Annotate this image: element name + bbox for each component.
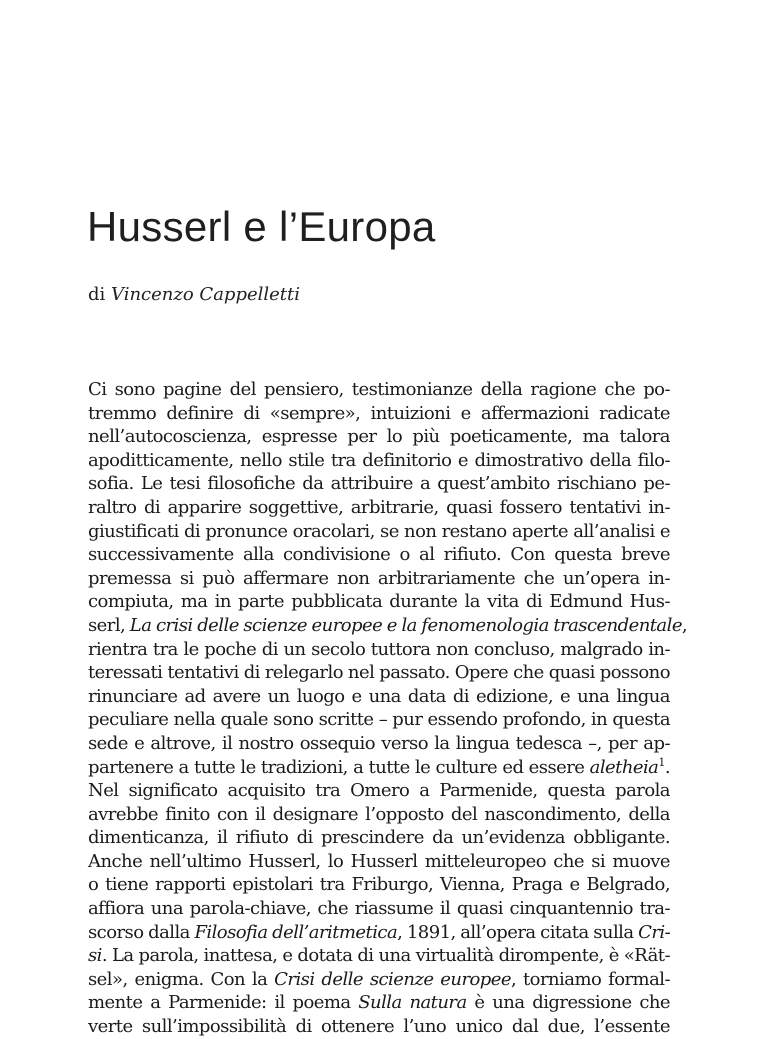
text-line <box>88 756 670 780</box>
text-run: rientra tra le poche di un secolo tuttora non concluso, malgrado in- <box>88 638 670 660</box>
italic-text: La crisi delle scienze europee e la fenomenologia trascendentale <box>129 614 682 636</box>
text-line <box>88 968 670 992</box>
text-run: dimenticanza, il rifiuto di prescindere da un’evidenza obbligante. <box>88 827 670 849</box>
italic-text: Sulla natura <box>358 992 467 1014</box>
text-run: . <box>664 756 670 778</box>
text-line <box>88 897 670 921</box>
italic-text: Filosofia dell’aritmetica <box>194 921 398 943</box>
text-run: Anche nell’ultimo Husserl, lo Husserl mitteleuropeo che si muove <box>88 850 670 872</box>
text-run: scorso dalla <box>88 921 195 943</box>
text-line <box>88 520 670 544</box>
text-run: premessa si può affermare non arbitrariamente che un’opera in- <box>88 567 670 589</box>
text-run: nell’autocoscienza, espresse per lo più poeticamente, ma talora <box>88 426 670 448</box>
text-run: Ci sono pagine del pensiero, testimonianze della ragione che po- <box>88 379 670 400</box>
text-line <box>88 921 670 945</box>
text-run: è una digressione che <box>466 992 670 1014</box>
text-run: apoditticamente, nello stile tra definitorio e dimostrativo della filo- <box>88 449 670 471</box>
text-line <box>88 614 688 638</box>
text-run: , torniamo formal- <box>510 968 670 990</box>
text-line <box>88 661 670 685</box>
text-line <box>88 873 670 897</box>
text-run: affiora una parola-chiave, che riassume il quasi cinquantennio tra- <box>88 898 670 920</box>
text-line <box>88 944 670 968</box>
text-line <box>88 590 670 614</box>
text-line <box>88 826 670 850</box>
text-line <box>88 685 670 709</box>
text-run: avrebbe finito con il designare l’opposto del nascondimento, della <box>88 803 670 825</box>
text-run: successivamente alla condivisione o al rifiuto. Con questa breve <box>88 544 670 566</box>
text-run: compiuta, ma in parte pubblicata durante la vita di Edmund Hus- <box>88 591 670 613</box>
text-run: sede e altrove, il nostro ossequio verso la lingua tedesca –, per ap- <box>88 732 670 754</box>
text-line <box>88 850 670 874</box>
text-run: sel», enigma. Con la <box>88 968 275 990</box>
text-line <box>88 402 670 426</box>
text-run: , <box>681 614 688 636</box>
text-run: rinunciare ad avere un luogo e una data di edizione, e una lingua <box>88 685 670 707</box>
text-line <box>88 567 670 591</box>
text-run: tremmo definire di «sempre», intuizioni e affermazioni radicate <box>88 402 670 424</box>
text-run: peculiare nella quale sono scritte – pur essendo profondo, in questa <box>88 709 670 731</box>
article-title: Husserl e l’Europa <box>87 203 436 250</box>
text-run: raltro di apparire soggettive, arbitrarie, quasi fossero tentativi in- <box>88 496 670 518</box>
text-line <box>88 1015 670 1039</box>
author-byline <box>88 284 300 305</box>
text-run: sofia. Le tesi filosofiche da attribuire a quest’ambito rischiano pe- <box>88 473 670 495</box>
text-line <box>88 449 670 473</box>
text-run: mente a Parmenide: il poema <box>88 992 359 1014</box>
text-line <box>88 543 670 567</box>
text-line <box>88 991 670 1015</box>
byline-prefix: di <box>88 284 112 305</box>
text-line <box>88 425 670 449</box>
author-name: Vincenzo Cappelletti <box>111 284 301 305</box>
text-run: o tiene rapporti epistolari tra Friburgo, Vienna, Praga e Belgrado, <box>88 874 670 896</box>
italic-text: Cri- <box>638 921 671 943</box>
article-body <box>88 378 688 1039</box>
text-run: , 1891, all’opera citata sulla <box>397 921 639 943</box>
footnote-marker: 1 <box>658 755 665 769</box>
text-run: partenere a tutte le tradizioni, a tutte le culture ed essere <box>88 756 590 778</box>
text-line <box>88 779 670 803</box>
text-run: Nel significato acquisito tra Omero a Parmenide, questa parola <box>88 780 670 802</box>
text-run: teressati tentativi di relegarlo nel passato. Opere che quasi possono <box>88 662 670 684</box>
text-line <box>88 638 670 662</box>
text-line <box>88 732 670 756</box>
italic-text: aletheia <box>589 756 659 778</box>
text-run: verte sull’impossibilità di ottenere l’uno unico dal due, l’essente <box>88 1016 670 1038</box>
text-run: giustificati di pronunce oracolari, se non restano aperte all’analisi e <box>88 520 670 542</box>
text-line <box>88 708 670 732</box>
italic-text: si <box>88 945 102 967</box>
text-line <box>88 472 670 496</box>
text-line <box>88 496 670 520</box>
text-line <box>88 803 670 827</box>
text-run: serl, <box>88 614 130 636</box>
text-run: . La parola, inattesa, e dotata di una virtualità dirompente, è «Rät- <box>101 945 670 967</box>
italic-text: Crisi delle scienze europee <box>274 968 511 990</box>
text-line <box>88 378 670 402</box>
